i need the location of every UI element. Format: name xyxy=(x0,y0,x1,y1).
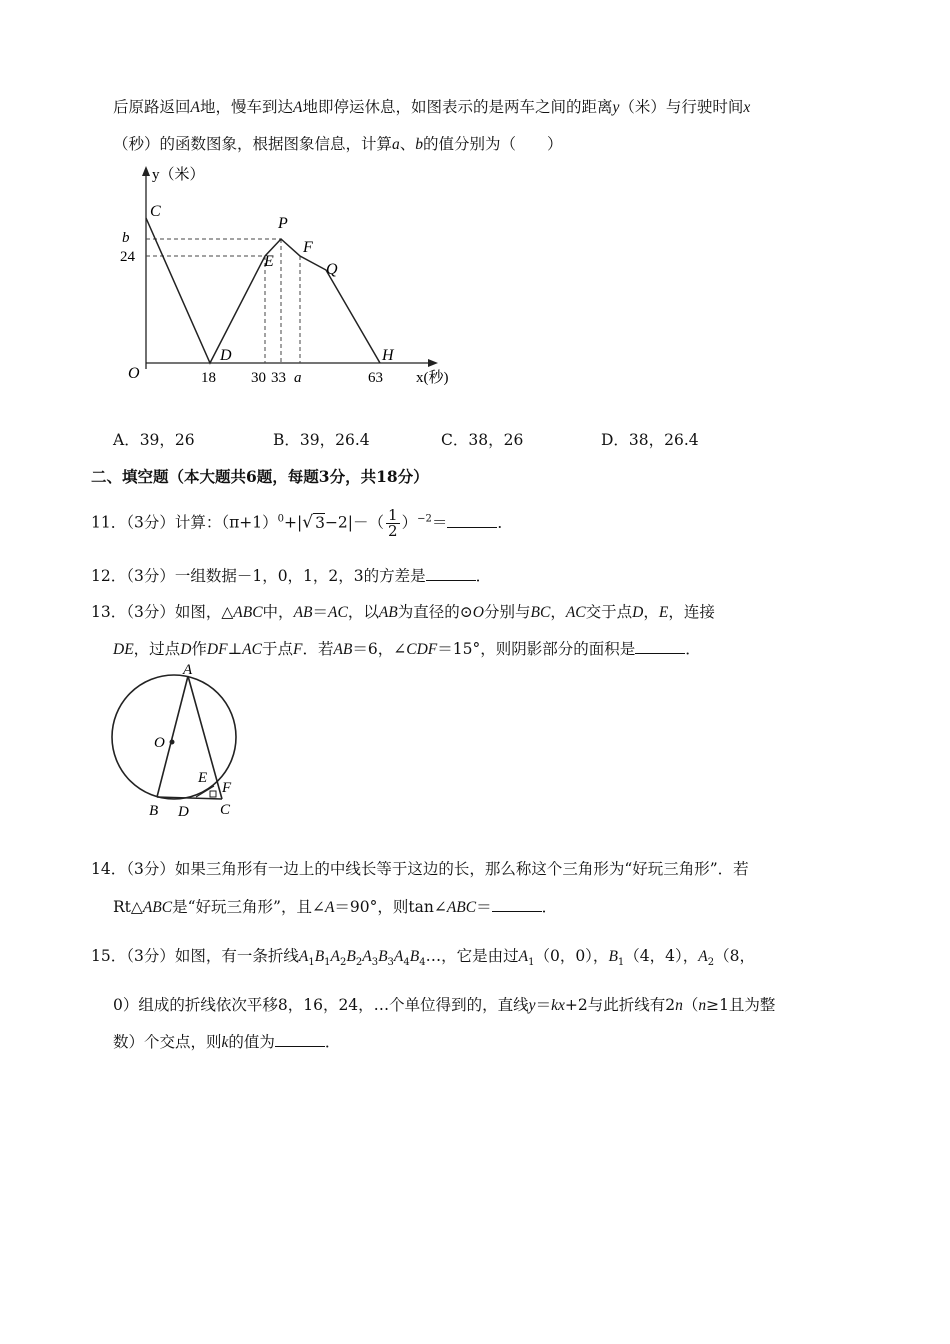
q14-line2: Rt△ABC是“好玩三角形”，且∠A＝90°，则tan∠ABC＝ ． xyxy=(113,898,558,916)
text-run: ．若 xyxy=(302,640,334,658)
point-E: E xyxy=(264,253,274,270)
text-run: …，它是由过 xyxy=(425,947,519,965)
text-run: ＝ xyxy=(535,996,552,1014)
q10-option-d: D．38，26.4 xyxy=(601,431,699,449)
label-C: C xyxy=(220,802,231,818)
q11-close: ） xyxy=(401,513,418,532)
q10-distance-time-graph xyxy=(110,160,470,395)
text-run: 的值分别为（ ） xyxy=(423,135,563,153)
text-run: AB xyxy=(293,604,313,621)
text-run: BC xyxy=(530,604,551,621)
q11-frac-num: 1 xyxy=(388,506,398,524)
q13-answer-blank xyxy=(635,639,685,654)
q11-plus-abs: +| xyxy=(284,513,303,532)
q10-line2 xyxy=(113,132,563,154)
origin-label: O xyxy=(128,365,140,382)
q10-line1 xyxy=(113,95,750,117)
point-Q: Q xyxy=(326,261,338,278)
text-run: A xyxy=(293,99,303,116)
text-run: 2 xyxy=(340,957,347,969)
label-O: O xyxy=(154,735,165,751)
text-run: ＝ xyxy=(312,603,329,621)
text-run: A xyxy=(298,948,309,965)
text-run: A xyxy=(698,948,708,965)
text-run: A xyxy=(518,948,529,965)
text-run: ＝6，∠ xyxy=(352,640,407,658)
q11-exp0: 0 xyxy=(277,513,284,525)
text-run: 1 xyxy=(308,957,315,969)
text-run: ， xyxy=(643,603,659,621)
q15-line2 xyxy=(113,993,775,1015)
y-axis-arrow xyxy=(142,166,150,176)
text-run: ，过点 xyxy=(133,640,181,658)
text-run: （0，0）， xyxy=(534,947,609,965)
text-run: k xyxy=(221,1034,229,1051)
text-run: B xyxy=(608,948,618,965)
text-run: B xyxy=(378,948,388,965)
text-run: AC xyxy=(565,604,586,621)
text-run: D xyxy=(632,604,644,621)
text-run: B xyxy=(346,948,356,965)
text-run: ， xyxy=(550,603,566,621)
q14-answer-blank xyxy=(492,897,542,912)
text-run: 1 xyxy=(617,957,625,969)
point-P: P xyxy=(278,215,288,232)
text-run: ，以 xyxy=(347,603,379,621)
x-tick-63: 63 xyxy=(368,370,383,386)
text-run: 3 xyxy=(371,957,379,969)
text-run: E xyxy=(658,604,669,621)
q10-option-b: B．39，26.4 xyxy=(273,431,370,449)
q13-line2: DE，过点D作DF⊥AC于点F．若AB＝6，∠CDF＝15°，则阴影部分的面积是 ． xyxy=(113,640,701,658)
q13-line1 xyxy=(91,600,715,622)
label-E: E xyxy=(198,770,208,786)
text-run: ABC xyxy=(446,899,477,916)
label-A: A xyxy=(183,662,193,678)
text-run: CDF xyxy=(406,641,438,658)
q12-text: 12．（3分）一组数据－1，0，1，2，3的方差是 xyxy=(91,567,426,585)
text-run: b xyxy=(415,136,424,153)
x-axis-arrow xyxy=(428,359,438,367)
text-run: 地即停运休息，如图表示的是两车之间的距离 xyxy=(302,98,613,116)
text-run: kx xyxy=(551,997,565,1014)
q11-fraction xyxy=(386,508,400,539)
text-run: DE xyxy=(113,641,134,658)
text-run: （4，4）， xyxy=(624,947,699,965)
text-run: 于点 xyxy=(261,640,293,658)
text-run: 3 xyxy=(387,957,394,969)
text-run: 0）组成的折线依次平移8，16，24，…个单位得到的，直线 xyxy=(113,996,529,1014)
section2-title: 二、填空题（本大题共6题，每题3分，共18分） xyxy=(91,467,429,486)
text-run: n xyxy=(698,997,707,1014)
x-tick-18: 18 xyxy=(201,370,216,386)
x-tick-33: 33 xyxy=(271,370,286,386)
text-run: 作 xyxy=(191,640,207,658)
distance-polyline xyxy=(146,218,380,363)
text-run: 中， xyxy=(262,603,294,621)
center-dot xyxy=(170,740,175,745)
text-run: 15．（3分）如图，有一条折线 xyxy=(91,947,299,965)
text-run: （ xyxy=(682,996,699,1014)
q15-line3-text xyxy=(113,1033,275,1051)
text-run: 分别与 xyxy=(483,603,531,621)
text-run: A xyxy=(190,99,200,116)
text-run: A xyxy=(362,948,372,965)
text-run: a xyxy=(392,136,400,153)
text-run: 后原路返回 xyxy=(113,98,191,116)
label-D: D xyxy=(178,804,189,820)
point-H: H xyxy=(382,347,394,364)
q11-frac-den: 2 xyxy=(388,522,398,540)
q11-suffix: ＝ xyxy=(431,513,448,532)
text-run: 1 xyxy=(528,957,535,969)
text-run: ，连接 xyxy=(668,603,715,621)
q11-after-root: −2|－（ xyxy=(324,513,385,532)
text-run: 交于点 xyxy=(585,603,633,621)
text-run: （秒）的函数图象，根据图象信息，计算 xyxy=(113,135,393,153)
text-run: Rt△ xyxy=(113,898,143,916)
text-run: 、 xyxy=(399,135,416,153)
text-run: 地，慢车到达 xyxy=(199,98,293,116)
text-run: 4 xyxy=(419,957,426,969)
q13-circle-figure xyxy=(100,662,260,822)
right-angle-mark xyxy=(210,791,216,797)
text-run: ＝90°，则tan∠ xyxy=(334,898,447,916)
text-run: n xyxy=(675,997,683,1014)
text-run: （米）与行驶时间 xyxy=(619,98,744,116)
text-run: 为直径的⊙ xyxy=(397,603,473,621)
text-run: y xyxy=(612,99,620,116)
text-run: 4 xyxy=(403,957,410,969)
q14-line1: 14．（3分）如果三角形有一边上的中线长等于这边的长，那么称这个三角形为“好玩三角形”．若 xyxy=(91,860,749,878)
text-run: 是“好玩三角形”，且∠ xyxy=(172,898,325,916)
x-tick-30: 30 xyxy=(251,370,266,386)
text-run: 的值为 xyxy=(228,1033,275,1051)
point-F: F xyxy=(303,239,313,256)
point-C: C xyxy=(150,203,161,220)
text-run: y xyxy=(528,997,536,1014)
text-run: ⊥ xyxy=(227,640,243,658)
q15-line1 xyxy=(91,944,755,968)
text-run: ABC xyxy=(233,604,263,621)
q10-option-a: A．39，26 xyxy=(113,431,195,449)
text-run: AC xyxy=(328,604,348,621)
q11: 11．（3分）计算：$(\pi+1)^0+|√$ 3−2|－（ $\frac{1}{2}$ ）$^{-2}$＝ ． xyxy=(91,506,513,540)
q14-line2-text xyxy=(113,898,492,916)
text-run: （8， xyxy=(714,947,755,965)
y-axis-label: y（米） xyxy=(152,167,205,183)
q13-line2-text xyxy=(113,640,635,658)
text-run: 1 xyxy=(324,957,331,969)
text-run: 数）个交点，则 xyxy=(113,1033,222,1051)
text-run: x xyxy=(743,99,751,116)
text-run: O xyxy=(472,604,484,621)
text-run: AC xyxy=(242,641,262,658)
text-run: 2 xyxy=(707,957,715,969)
q11-answer-blank xyxy=(447,513,497,528)
text-run: ＝15°，则阴影部分的面积是 xyxy=(437,640,636,658)
text-run: ABC xyxy=(142,899,173,916)
text-run: B xyxy=(314,948,325,965)
q12-answer-blank xyxy=(426,566,476,581)
q11-root: 3 xyxy=(315,513,325,532)
text-run: B xyxy=(409,948,420,965)
text-run: 13．（3分）如图，△ xyxy=(91,603,234,621)
label-F: F xyxy=(222,780,232,796)
text-run: AB xyxy=(378,604,398,621)
text-run: F xyxy=(292,641,303,658)
text-run: AB xyxy=(333,641,353,658)
y-tick-24: 24 xyxy=(120,249,135,265)
text-run: +2与此折线有2 xyxy=(564,996,676,1014)
x-axis-label: x(秒) xyxy=(416,370,449,386)
text-run: ＝ xyxy=(476,898,492,916)
sqrt-icon: √ xyxy=(302,512,314,533)
q15-answer-blank xyxy=(275,1032,325,1047)
text-run: 2 xyxy=(355,957,363,969)
text-run: A xyxy=(393,948,404,965)
q12: 12．（3分）一组数据－1，0，1，2，3的方差是 ． xyxy=(91,567,492,585)
q15-line3: 数）个交点，则k的值为 ． xyxy=(113,1033,341,1051)
label-B: B xyxy=(149,803,159,819)
q11-prefix: 11．（3分）计算：（π+1） xyxy=(91,513,278,532)
point-D: D xyxy=(220,347,232,364)
text-run: D xyxy=(180,641,192,658)
x-tick-a: a xyxy=(294,370,302,386)
q11-exp: −2 xyxy=(417,513,432,525)
y-tick-b: b xyxy=(122,230,130,246)
text-run: DF xyxy=(206,641,228,658)
text-run: A xyxy=(330,948,340,965)
text-run: ≥1且为整 xyxy=(706,996,776,1014)
q10-option-c: C．38，26 xyxy=(441,431,524,449)
text-run: A xyxy=(324,899,335,916)
